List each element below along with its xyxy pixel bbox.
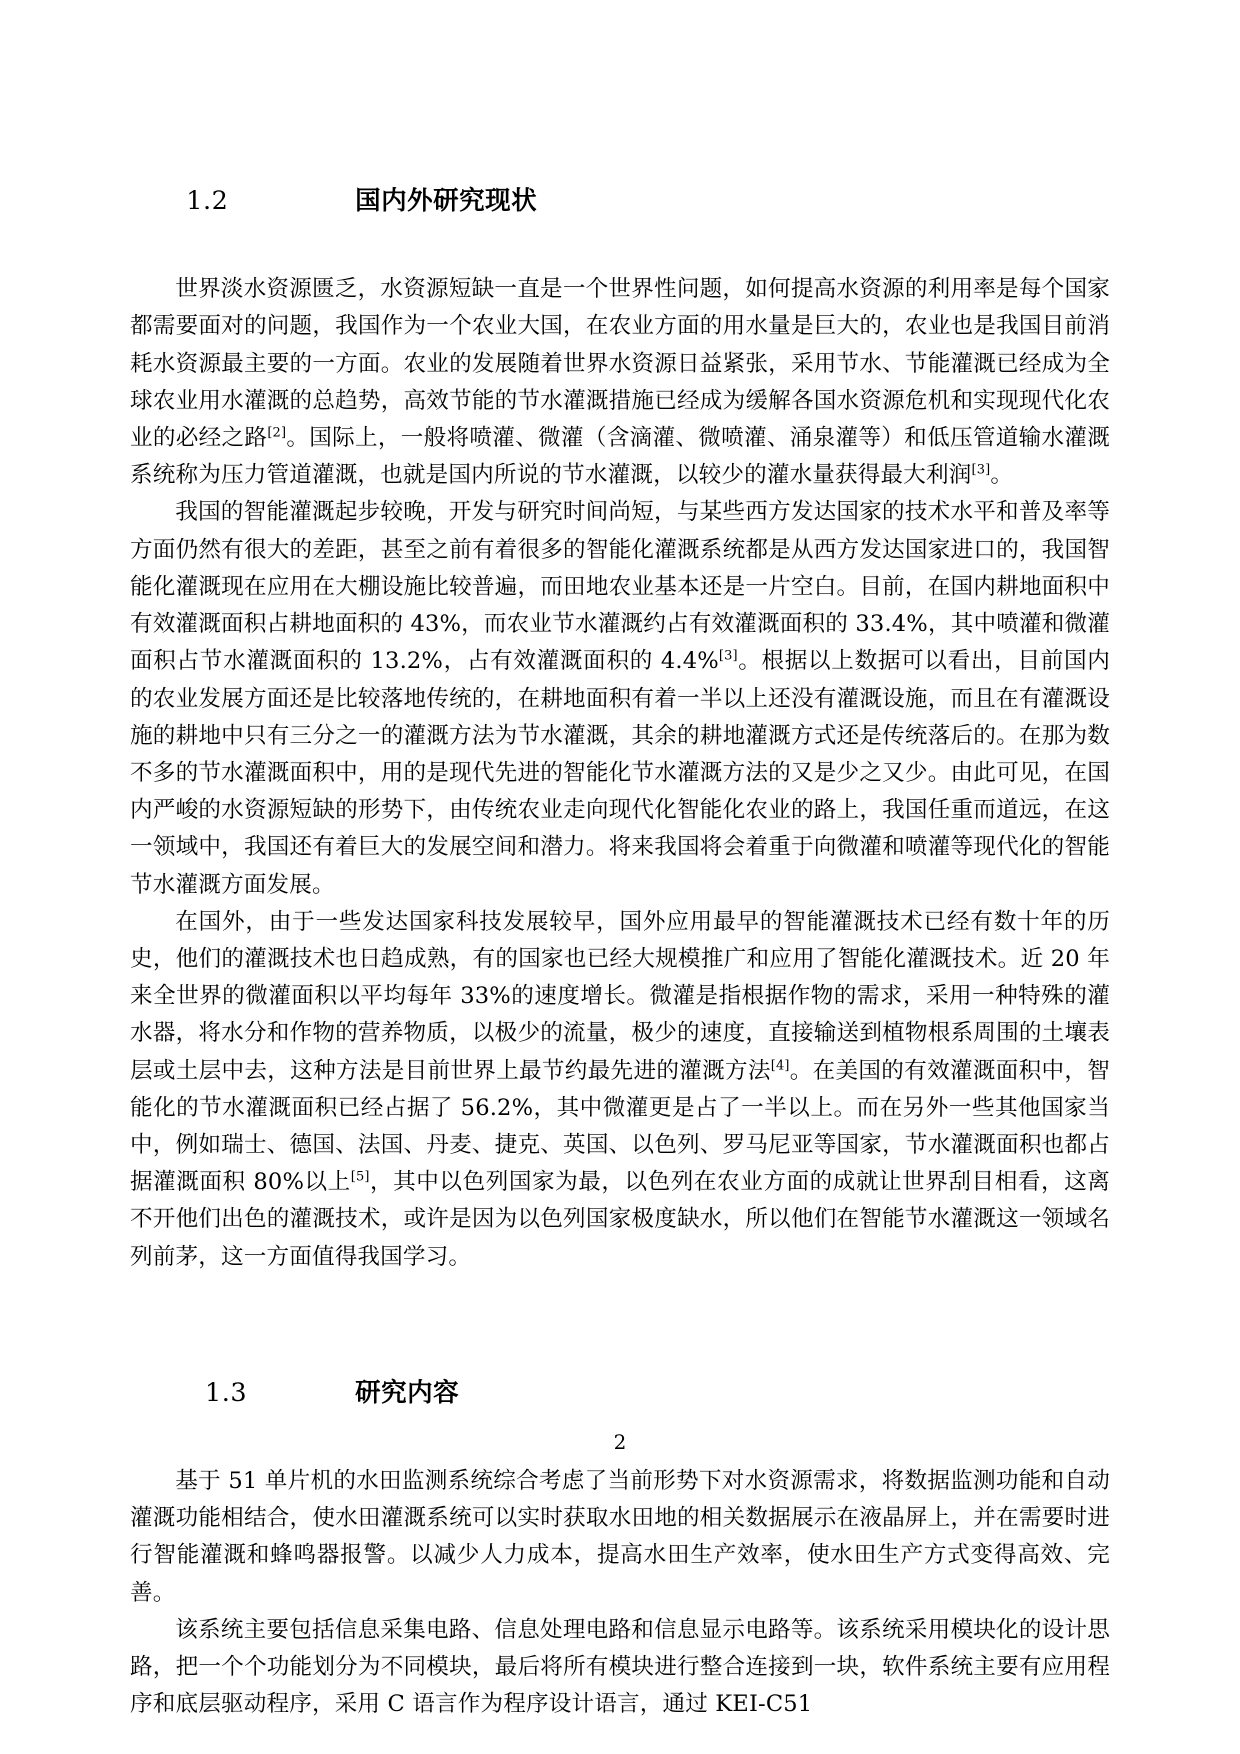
section-title: 国内外研究现状 xyxy=(355,186,538,217)
section-title: 研究内容 xyxy=(355,1378,460,1409)
citation-marker: [3] xyxy=(971,462,991,478)
section-number: 1.2 xyxy=(186,186,229,217)
citation-marker: [3] xyxy=(718,648,738,664)
citation-marker: [2] xyxy=(267,425,287,441)
page-content xyxy=(130,150,1110,1723)
text-run: 。国际上，一般将喷灌、微灌（含滴灌、微喷灌、涌泉灌等）和低压管道输水灌溉系统称为压力管道灌溉，也就是国内所说的节水灌溉，以较少的灌水量获得最大利润 xyxy=(130,425,1110,489)
text-run: 。 xyxy=(990,462,1014,489)
section-number: 1.3 xyxy=(205,1378,248,1409)
paragraph xyxy=(130,1463,1110,1612)
text-run: 我国的智能灌溉起步较晚，开发与研究时间尚短，与某些西方发达国家的技术水平和普及率等方面仍然有很大的差距，甚至之前有着很多的智能化灌溉系统都是从西方发达国家进口的，我国智能化灌溉现在应用在大棚设施比较普遍，而田地农业基本还是一片空白。目前，在国内耕地面积中有效灌溉面积占耕地面积的 43%，而农业节水灌溉约占有效灌溉面积的 33.4%，其中喷灌和微灌面积占节水灌溉面积的 13.2%，占有效灌溉面积的 4.4% xyxy=(130,499,1110,675)
text-run: 。在美国的有效灌溉面积中，智能化的节水灌溉面积已经占据了 56.2%，其中微灌更是占了一半以上。而在另外一些其他国家当中，例如瑞士、德国、法国、丹麦、捷克、英国、以色列、罗马尼亚等国家，节水灌溉面积也都占据灌溉面积 80%以上 xyxy=(130,1057,1110,1196)
heading-gap xyxy=(228,186,355,216)
text-run: 在国外，由于一些发达国家科技发展较早，国外应用最早的智能灌溉技术已经有数十年的历史，他们的灌溉技术也日趋成熟，有的国家也已经大规模推广和应用了智能化灌溉技术。近 20 年来全世界的微灌面积以平均每年 33%的速度增长。微灌是指根据作物的需求，采用一种特殊的灌水器，将水分和作物的营养物质，以极少的流量，极少的速度，直接输送到植物根系周围的土壤表层或土层中去，这种方法是目前世界上最节约最先进的灌溉方法 xyxy=(130,908,1110,1084)
paragraph xyxy=(130,1612,1110,1724)
section-1-3-block xyxy=(130,1342,1110,1724)
text-run: 。根据以上数据可以看出，目前国内的农业发展方面还是比较落地传统的，在耕地面积有着一半以上还没有灌溉设施，而且在有灌溉设施的耕地中只有三分之一的灌溉方法为节水灌溉，其余的耕地灌溉方式还是传统落后的。在那为数不多的节水灌溉面积中，用的是现代先进的智能化节水灌溉方法的又是少之又少。由此可见，在国内严峻的水资源短缺的形势下，由传统农业走向现代化智能化农业的路上，我国任重而道远，在这一领域中，我国还有着巨大的发展空间和潜力。将来我国将会着重于向微灌和喷灌等现代化的智能节水灌溉方面发展。 xyxy=(130,648,1110,898)
paragraph xyxy=(130,904,1110,1276)
paragraph xyxy=(130,494,1110,903)
citation-marker: [4] xyxy=(770,1058,790,1073)
citation-marker: [5] xyxy=(350,1169,370,1185)
page-number: 2 xyxy=(613,1430,627,1454)
section-heading-1-2 xyxy=(130,150,1110,253)
paragraph xyxy=(130,271,1110,494)
text-run: 世界淡水资源匮乏，水资源短缺一直是一个世界性问题，如何提高水资源的利用率是每个国家都需要面对的问题，我国作为一个农业大国，在农业方面的用水量是巨大的，农业也是我国目前消耗水资源最主要的一方面。农业的发展随着世界水资源日益紧张，采用节水、节能灌溉已经成为全球农业用水灌溉的总趋势，高效节能的节水灌溉措施已经成为缓解各国水资源危机和实现现代化农业的必经之路 xyxy=(130,276,1110,452)
text-run: 该系统主要包括信息采集电路、信息处理电路和信息显示电路等。该系统采用模块化的设计思路，把一个个功能划分为不同模块，最后将所有模块进行整合连接到一块，软件系统主要有应用程序和底层驱动程序，采用 C 语言作为程序设计语言，通过 KEI-C51 xyxy=(130,1616,1110,1718)
heading-gap xyxy=(247,1378,355,1408)
text-run: 基于 51 单片机的水田监测系统综合考虑了当前形势下对水资源需求，将数据监测功能和自动灌溉功能相结合，使水田灌溉系统可以实时获取水田地的相关数据展示在液晶屏上，并在需要时进行智能灌溉和蜂鸣器报警。以减少人力成本，提高水田生产效率，使水田生产方式变得高效、完善。 xyxy=(130,1468,1110,1606)
text-run: ，其中以色列国家为最，以色列在农业方面的成就让世界刮目相看，这离不开他们出色的灌溉技术，或许是因为以色列国家极度缺水，所以他们在智能节水灌溉这一领域名列前茅，这一方面值得我国学习。 xyxy=(130,1169,1110,1270)
